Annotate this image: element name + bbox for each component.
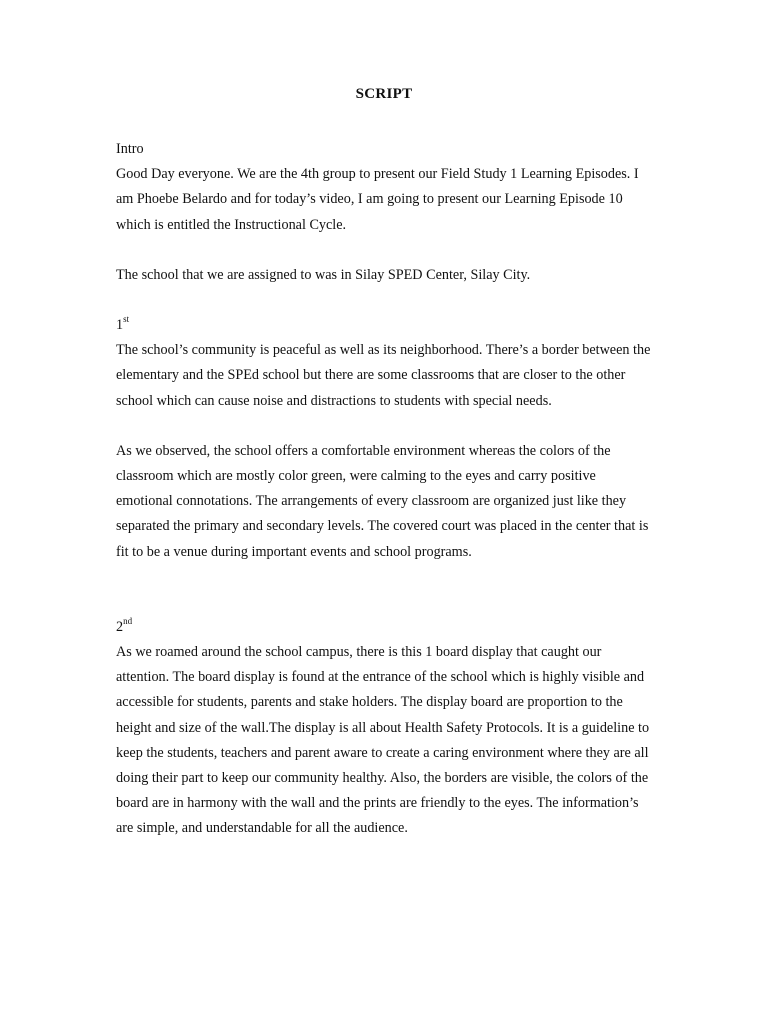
spacer xyxy=(116,414,656,439)
section-2-paragraph-1: As we roamed around the school campus, there is this 1 board display that caught our attention. The board display is found at the entrance of the school which is highly visible and accessible for students, parents and stake holders. The display board are proportion to the height and size of the wall.The display is all about Health Safety Protocols. It is a guideline to keep the students, teachers and parent aware to create a caring environment where they are all doing their part to keep our community healthy. Also, the borders are visible, the colors of the board are in harmony with the wall and the prints are friendly to the eyes. The information’s are simple, and understandable for all the audience. xyxy=(116,644,650,837)
section-1-marker xyxy=(116,313,656,338)
section-2-suffix: nd xyxy=(123,615,133,626)
spacer xyxy=(116,288,656,313)
intro-paragraph: Good Day everyone. We are the 4th group to present our Field Study 1 Learning Episodes. I am Phoebe Belardo and for today’s video, I am going to present our Learning Episode 10 which is entitled the Instructional Cycle. xyxy=(116,166,639,233)
section-2-marker xyxy=(116,615,656,640)
intro-heading: Intro xyxy=(116,141,144,157)
spacer xyxy=(116,565,656,615)
section-1-number: 1 xyxy=(116,317,124,334)
section-1-suffix: st xyxy=(123,314,130,325)
document-title: SCRIPT xyxy=(355,86,413,102)
section-1-paragraph-2: As we observed, the school offers a comfortable environment whereas the colors of the classroom which are mostly color green, were calming to the eyes and carry positive emotional connotations. The arrangements of every classroom are organized just like they separated the primary and secondary levels. The covered court was placed in the center that is fit to be a venue during important events and school programs. xyxy=(116,442,649,560)
section-1-paragraph-1: The school’s community is peaceful as well as its neighborhood. There’s a border between the elementary and the SPEd school but there are some classrooms that are closer to the other school which can cause noise and distractions to students with special needs. xyxy=(116,342,651,409)
section-2-number: 2 xyxy=(116,618,124,635)
school-paragraph: The school that we are assigned to was in Silay SPED Center, Silay City. xyxy=(116,266,531,283)
document-body xyxy=(116,137,656,842)
spacer xyxy=(116,238,656,263)
